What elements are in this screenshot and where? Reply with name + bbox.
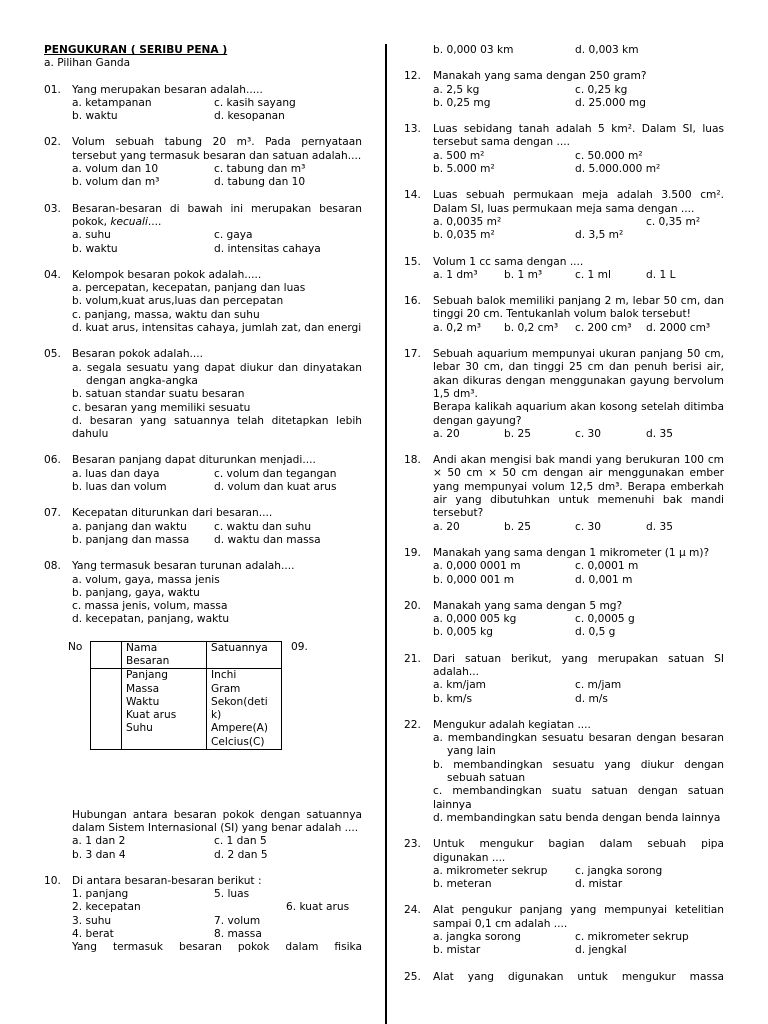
option-c: c. kasih sayang bbox=[214, 96, 296, 109]
option-c: c. gaya bbox=[214, 229, 253, 242]
option-d: d. intensitas cahaya bbox=[214, 242, 321, 255]
table-header-unit: Satuannya bbox=[207, 641, 282, 669]
question-25: 25. Alat yang digunakan untuk mengukur massa bbox=[404, 970, 724, 983]
question-24: 24. Alat pengukur panjang yang mempunyai ketelitian sampai 0,1 cm adalah .... a. jangka sorong c. mikrometer sekrup b. mistar d. jengkal bbox=[404, 904, 724, 957]
option-a: a. 1 dan 2 bbox=[72, 835, 126, 848]
option-b: b. waktu bbox=[72, 242, 118, 255]
option-c: c. 1 dan 5 bbox=[214, 835, 267, 848]
option-d: d. waktu dan massa bbox=[214, 533, 321, 546]
option-d: d. 0,003 km bbox=[575, 44, 639, 56]
option-a: a. percepatan, kecepatan, panjang dan luas bbox=[72, 282, 306, 295]
option-a: a. segala sesuatu yang dapat diukur dan dinyatakan dengan angka-angka bbox=[72, 361, 362, 387]
option-d: d. besaran yang satuannya telah ditetapkan lebih dahulu bbox=[72, 414, 362, 441]
option-b: b. volum dan m³ bbox=[72, 176, 160, 189]
option-c: c. waktu dan suhu bbox=[214, 520, 312, 533]
option-b: b. 0,000 03 km bbox=[433, 44, 514, 56]
option-d: d. kecepatan, panjang, waktu bbox=[72, 613, 230, 626]
question-22: 22. Mengukur adalah kegiatan .... a. membandingkan sesuatu besaran dengan besaran yang lain b. membandingkan sesuatu yang diukur dengan sebuah satuan c. membandingkan suatu satuan dengan satuan lainnya d. membandingkan satu benda dengan benda lainnya bbox=[404, 718, 724, 824]
option-c: c. panjang, massa, waktu dan suhu bbox=[72, 308, 260, 321]
left-column bbox=[44, 44, 362, 955]
option-d: d. tabung dan 10 bbox=[214, 176, 306, 189]
question-01: 01. Yang merupakan besaran adalah..... a. ketampanan c. kasih sayang b. waktu d. kesopanan bbox=[44, 84, 362, 124]
question-21: 21. Dari satuan berikut, yang merupakan satuan SI adalah... a. km/jam c. m/jam b. km/s d. m/s bbox=[404, 652, 724, 705]
option-b: b. volum,kuat arus,luas dan percepatan bbox=[72, 295, 284, 308]
question-05: 05. Besaran pokok adalah.... a. segala sesuatu yang dapat diukur dan dinyatakan dengan angka-angka b. satuan standar suatu besaran c. besaran yang memiliki sesuatu d. besaran yang satuannya telah ditetapkan lebih dahulu bbox=[44, 348, 362, 441]
page-title: PENGUKURAN ( SERIBU PENA ) bbox=[44, 44, 228, 56]
question-15: 15. Volum 1 cc sama dengan .... a. 1 dm³ b. 1 m³ c. 1 ml d. 1 L bbox=[404, 255, 676, 281]
question-18: 18. Andi akan mengisi bak mandi yang berukuran 100 cm × 50 cm × 50 cm dengan air menggunakan ember yang mempunyai volum 12,5 dm³. Berapa emberkah air yang dibutuhkan untuk memenuhi bak mandi tersebut? a. 20 b. 25 c. 30 d. 35 bbox=[404, 454, 724, 533]
option-c: c. volum dan tegangan bbox=[214, 467, 337, 480]
option-d: d. kuat arus, intensitas cahaya, jumlah zat, dan energi bbox=[72, 322, 362, 335]
question-06: 06. Besaran panjang dapat diturunkan menjadi.... a. luas dan daya c. volum dan tegangan b. luas dan volum d. volum dan kuat arus bbox=[44, 454, 362, 494]
question-23: 23. Untuk mengukur bagian dalam sebuah pipa digunakan .... a. mikrometer sekrup c. jangka sorong b. meteran d. mistar bbox=[404, 838, 724, 891]
option-b: b. luas dan volum bbox=[72, 481, 167, 494]
question-20: 20. Manakah yang sama dengan 5 mg? a. 0,000 005 kg c. 0,0005 g b. 0,005 kg d. 0,5 g bbox=[404, 599, 635, 639]
option-b: b. 3 dan 4 bbox=[72, 848, 126, 861]
option-c: c. massa jenis, volum, massa bbox=[72, 600, 228, 613]
right-column bbox=[404, 44, 724, 984]
option-a: a. luas dan daya bbox=[72, 467, 160, 480]
option-a: a. ketampanan bbox=[72, 96, 152, 109]
question-09: Hubungan antara besaran pokok dengan satuannya dalam Sistem Internasional (SI) yang benar adalah .... a. 1 dan 2 c. 1 dan 5 b. 3 dan 4 d. 2 dan 5 bbox=[72, 808, 362, 861]
question-02: 02. Volum sebuah tabung 20 m³. Pada pernyataan tersebut yang termasuk besaran dan satuan adalah.... a. volum dan 10 c. tabung dan m³ b. volum dan m³ d. tabung dan 10 bbox=[44, 136, 362, 189]
option-d: d. volum dan kuat arus bbox=[214, 481, 337, 494]
question-11-tail bbox=[404, 44, 724, 57]
option-a: a. panjang dan waktu bbox=[72, 520, 187, 533]
question-12: 12. Manakah yang sama dengan 250 gram? a. 2,5 kg c. 0,25 kg b. 0,25 mg d. 25.000 mg bbox=[404, 70, 647, 109]
table-header-name: Nama Besaran bbox=[122, 641, 207, 669]
question-14: 14. Luas sebuah permukaan meja adalah 3.500 cm². Dalam SI, luas permukaan meja sama dengan .... a. 0,0035 m² c. 0,35 m² b. 0,035 m² d. 3,5 m² bbox=[404, 189, 724, 242]
column-divider bbox=[385, 44, 387, 1024]
question-10: 10. Di antara besaran-besaran berikut : 1. panjang 5. luas 2. kecepatan 6. kuat arus 3. suhu 7. volum 4. berat 8. massa Yang termasuk besaran pokok dalam fisika bbox=[44, 874, 362, 954]
question-04: 04. Kelompok besaran pokok adalah..... a. percepatan, kecepatan, panjang dan luas b. volum,kuat arus,luas dan percepatan c. panjang, massa, waktu dan suhu d. kuat arus, intensitas cahaya, jumlah zat, dan energi bbox=[44, 268, 362, 335]
question-08: 08. Yang termasuk besaran turunan adalah.... a. volum, gaya, massa jenis b. panjang, gaya, waktu c. massa jenis, volum, massa d. kecepatan, panjang, waktu bbox=[44, 560, 362, 626]
question-09-table-area bbox=[44, 641, 362, 765]
question-09-number: 09. bbox=[291, 640, 308, 653]
option-a: a. suhu bbox=[72, 229, 111, 242]
question-03: 03. Besaran-besaran di bawah ini merupakan besaran pokok, kecuali.... a. suhu c. gaya b. waktu d. intensitas cahaya bbox=[44, 202, 362, 255]
option-c: c. tabung dan m³ bbox=[214, 163, 306, 176]
table-header-no: No bbox=[68, 641, 83, 654]
option-b: b. panjang dan massa bbox=[72, 533, 190, 546]
question-13: 13. Luas sebidang tanah adalah 5 km². Dalam SI, luas tersebut sama dengan .... a. 500 m² c. 50.000 m² b. 5.000 m² d. 5.000.000 m² bbox=[404, 123, 724, 176]
question-17: 17. Sebuah aquarium mempunyai ukuran panjang 50 cm, lebar 30 cm, dan tinggi 25 cm dan penuh berisi air, akan dikuras dengan menggunakan gayung bervolum 1,5 dm³. Berapa kalikah aquarium akan kosong setelah ditimba dengan gayung? a. 20 b. 25 c. 30 d. 35 bbox=[404, 348, 724, 440]
option-a: a. volum dan 10 bbox=[72, 163, 159, 176]
option-c: c. besaran yang memiliki sesuatu bbox=[72, 401, 251, 414]
question-19: 19. Manakah yang sama dengan 1 mikrometer (1 μ m)? a. 0,000 0001 m c. 0,0001 m b. 0,000 001 m d. 0,001 m bbox=[404, 546, 710, 586]
option-b: b. satuan standar suatu besaran bbox=[72, 388, 245, 401]
option-d: d. 2 dan 5 bbox=[214, 848, 268, 861]
question-07: 07. Kecepatan diturunkan dari besaran.... a. panjang dan waktu c. waktu dan suhu b. panjang dan massa d. waktu dan massa bbox=[44, 507, 362, 547]
section-label: a. Pilihan Ganda bbox=[44, 57, 131, 70]
option-d: d. kesopanan bbox=[214, 110, 285, 123]
option-b: b. panjang, gaya, waktu bbox=[72, 586, 200, 599]
option-b: b. waktu bbox=[72, 110, 118, 123]
question-16: 16. Sebuah balok memiliki panjang 2 m, lebar 50 cm, dan tinggi 20 cm. Tentukanlah volum balok tersebut! a. 0,2 m³ b. 0,2 cm³ c. 200 cm³ d. 2000 cm³ bbox=[404, 295, 724, 334]
table-col-satuan: Inchi Gram Sekon(detik) Ampere(A) Celcius(C) bbox=[207, 669, 282, 750]
option-a: a. volum, gaya, massa jenis bbox=[72, 573, 220, 586]
units-table bbox=[68, 641, 282, 750]
table-col-besaran: Panjang Massa Waktu Kuat arus Suhu bbox=[122, 669, 207, 750]
